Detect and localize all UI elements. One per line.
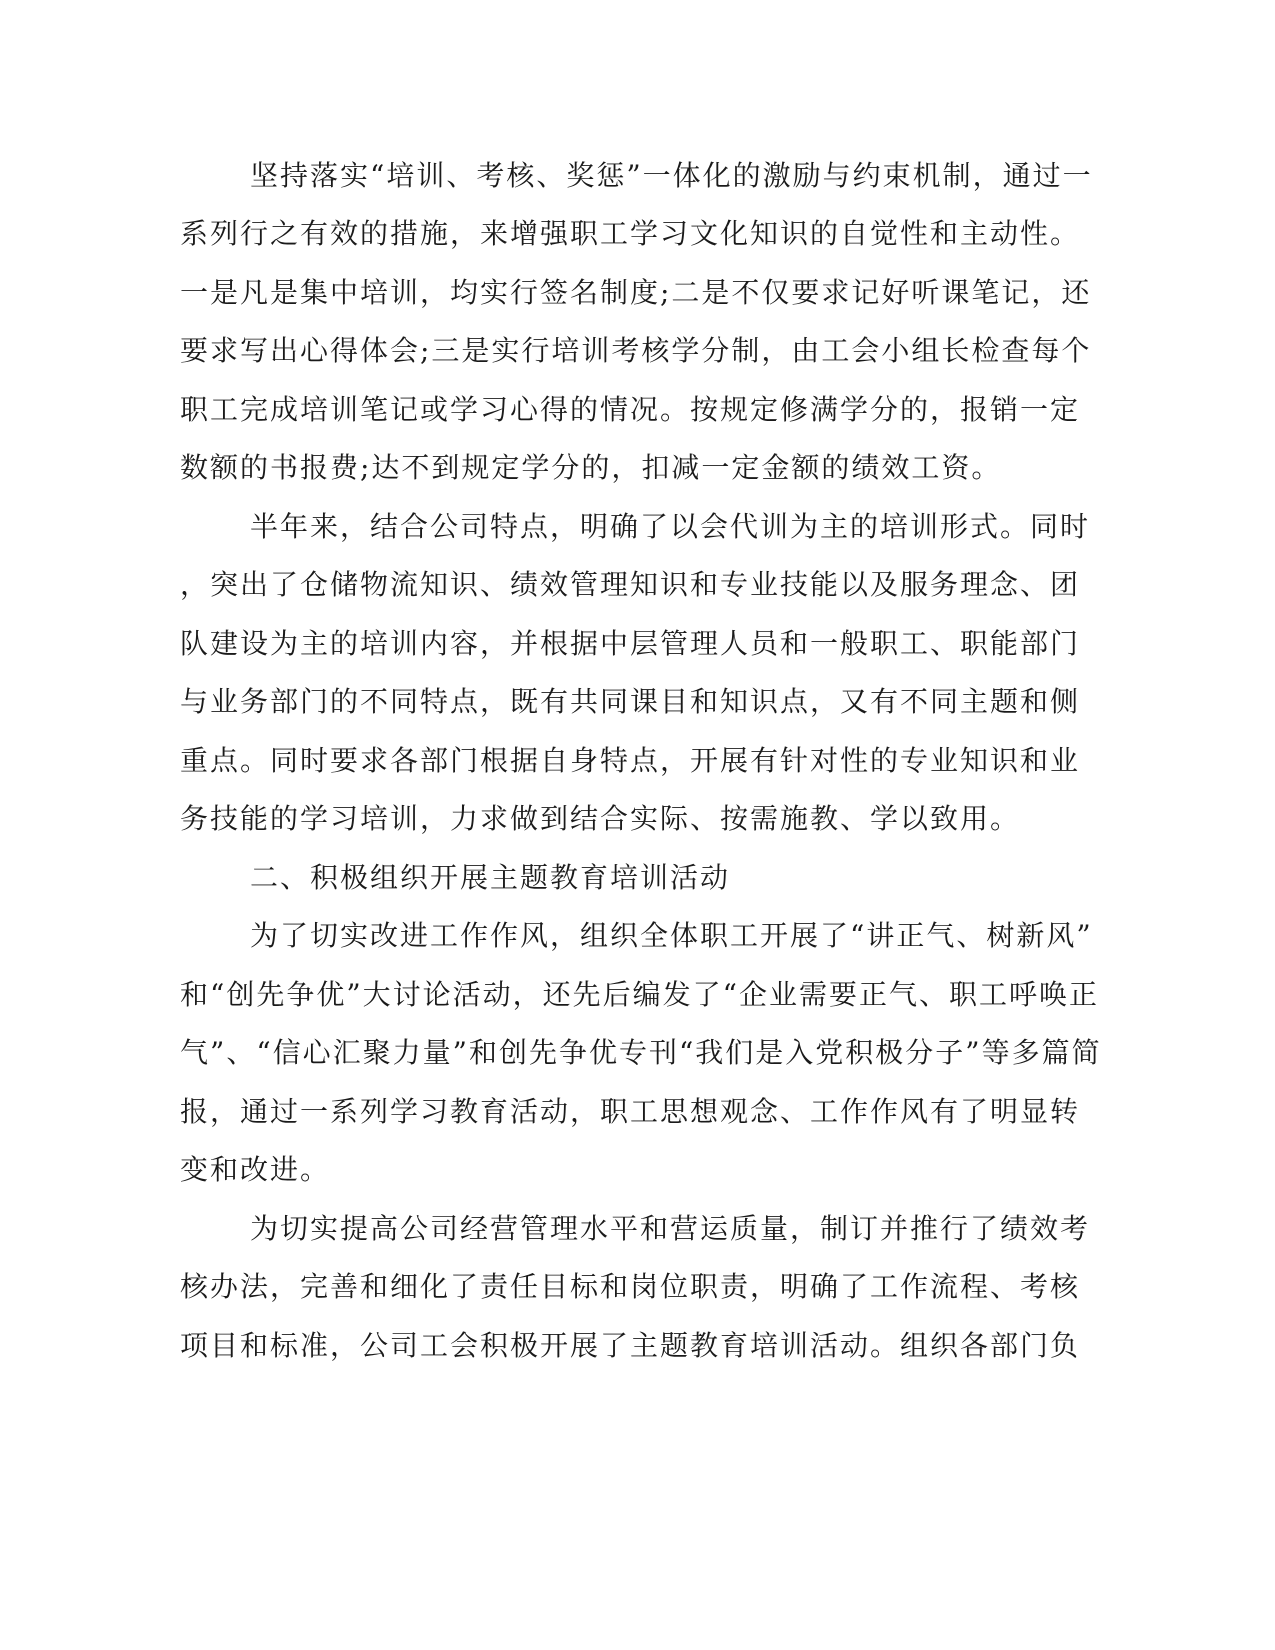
paragraph-line: 队建设为主的培训内容，并根据中层管理人员和一般职工、职能部门	[180, 627, 1081, 660]
paragraph-line: 项目和标准，公司工会积极开展了主题教育培训活动。组织各部门负	[180, 1329, 1081, 1362]
paragraph-line: 与业务部门的不同特点，既有共同课目和知识点，又有不同主题和侧	[180, 685, 1081, 718]
paragraph-line: 半年来，结合公司特点，明确了以会代训为主的培训形式。同时	[250, 510, 1091, 543]
paragraph-line: 核办法，完善和细化了责任目标和岗位职责，明确了工作流程、考核	[180, 1270, 1081, 1303]
paragraph-line: 和“创先争优”大讨论活动，还先后编发了“企业需要正气、职工呼唤正	[180, 978, 1099, 1011]
paragraph-line: 变和改进。	[180, 1153, 331, 1186]
section-heading: 二、积极组织开展主题教育培训活动	[250, 861, 731, 894]
paragraph-line: 数额的书报费;达不到规定学分的，扣减一定金额的绩效工资。	[180, 451, 1002, 484]
paragraph-line: 务技能的学习培训，力求做到结合实际、按需施教、学以致用。	[180, 802, 1021, 835]
paragraph-line: 系列行之有效的措施，来增强职工学习文化知识的自觉性和主动性。	[180, 217, 1081, 250]
paragraph-line: 为了切实改进工作作风，组织全体职工开展了“讲正气、树新风”	[250, 919, 1093, 952]
paragraph-line: 坚持落实“培训、考核、奖惩”一体化的激励与约束机制，通过一	[250, 159, 1093, 192]
paragraph-line: 重点。同时要求各部门根据自身特点，开展有针对性的专业知识和业	[180, 744, 1081, 777]
paragraph-line: 一是凡是集中培训，均实行签名制度;二是不仅要求记好听课笔记，还	[180, 276, 1092, 309]
paragraph-line: 职工完成培训笔记或学习心得的情况。按规定修满学分的，报销一定	[180, 393, 1081, 426]
paragraph-line: 报，通过一系列学习教育活动，职工思想观念、工作作风有了明显转	[180, 1095, 1081, 1128]
paragraph-line: 要求写出心得体会;三是实行培训考核学分制，由工会小组长检查每个	[180, 334, 1092, 367]
paragraph-line: 气”、“信心汇聚力量”和创先争优专刊“我们是入党积极分子”等多篇简	[180, 1036, 1102, 1069]
paragraph-line: 为切实提高公司经营管理水平和营运质量，制订并推行了绩效考	[250, 1212, 1091, 1245]
paragraph-line: ，突出了仓储物流知识、绩效管理知识和专业技能以及服务理念、团	[180, 568, 1081, 601]
